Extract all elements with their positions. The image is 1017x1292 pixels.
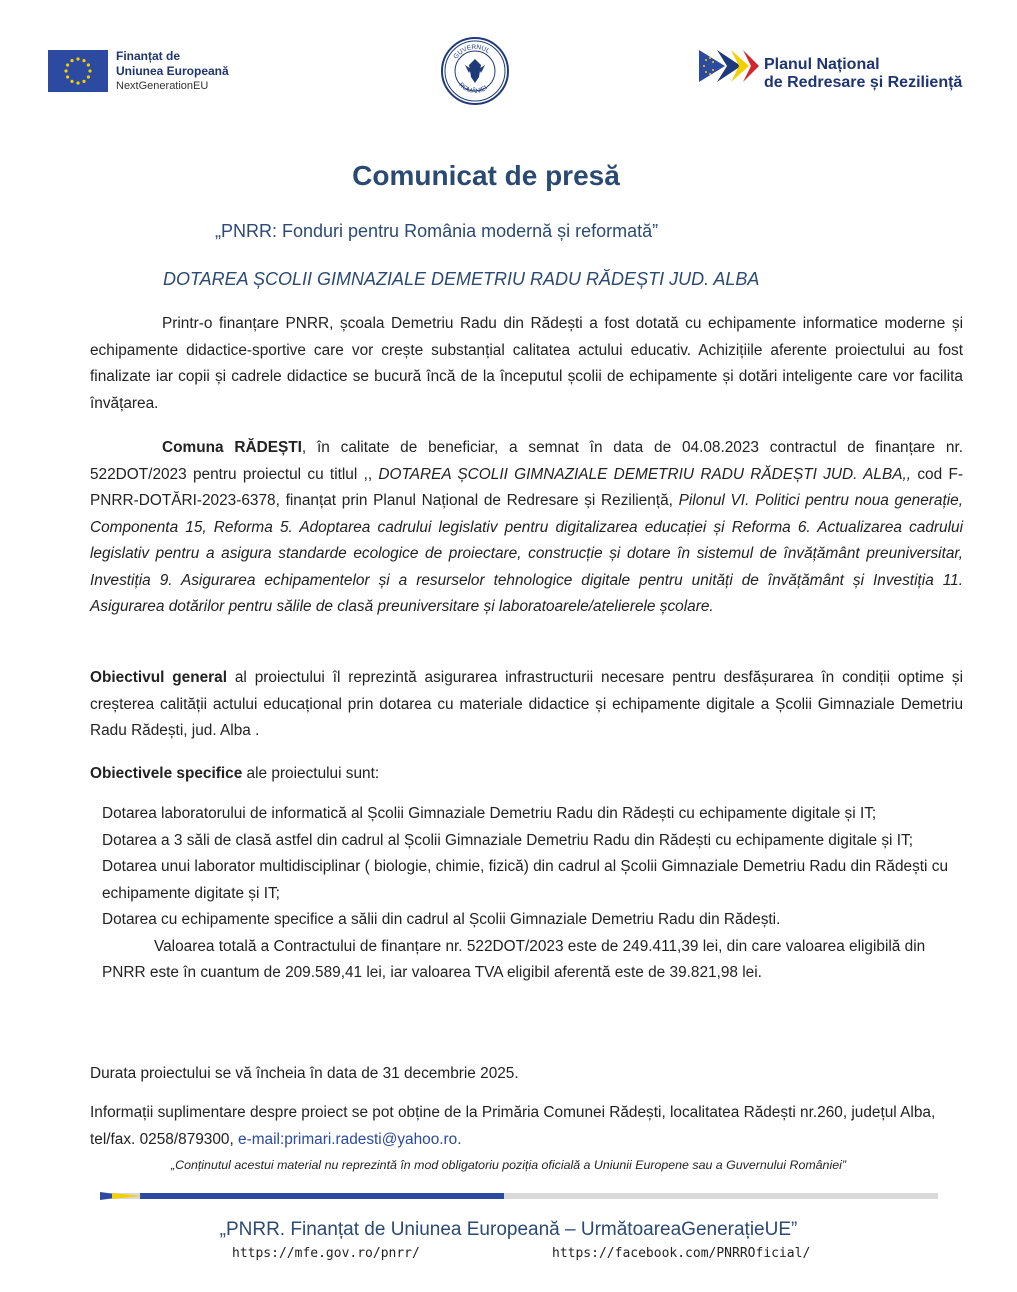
intro-paragraph: Printr-o finanțare PNRR, școala Demetriu Radu din Rădești a fost dotată cu echipamente informatice moderne și echipamente didactice-sportive care vor crește substanțial calitatea actului educativ. Achizițiile aferente proiectului au fost finalizate iar copii și cadrele didactice se bucură încă de la începutul școlii de echipamente și dotări inteligente care vor facilita învățarea.	[90, 315, 963, 412]
duration-paragraph: Durata proiectului se vă încheia în data de 31 decembrie 2025.	[90, 1065, 519, 1082]
disclaimer: „Conținutul acestui material nu reprezintă în mod obligatoriu poziția oficială a Uniunii Europene sau a Guvernului României”	[171, 1158, 846, 1172]
page-title: Comunicat de presă	[352, 160, 620, 191]
eu-line-3: NextGenerationEU	[116, 80, 209, 92]
info-text: Informații suplimentare despre proiect se pot obține de la Primăria Comunei Rădești, localitatea Rădești nr.260, județul Alba, tel/fax. 0258/879300,	[90, 1104, 936, 1148]
general-objective-paragraph	[90, 665, 963, 745]
specific-objectives-text: ale proiectului sunt:	[242, 765, 380, 782]
pnrr-logo-icon	[697, 48, 761, 84]
project-title: DOTAREA ȘCOLII GIMNAZIALE DEMETRIU RADU RĂDEȘTI JUD. ALBA	[163, 269, 760, 289]
contract-value: Valoarea totală a Contractului de finanțare nr. 522DOT/2023 este de 249.411,39 lei, din care valoarea eligibilă din PNRR este în cuantum de 209.589,41 lei, iar valoarea TVA eligibil aferentă este de 39.821,98 lei.	[102, 937, 926, 981]
eu-line-2: Uniunea Europeană	[116, 64, 229, 78]
contract-paragraph	[90, 435, 963, 621]
general-objective-label: Obiectivul general	[90, 669, 228, 686]
pnrr-line-2: de Redresare și Reziliență	[764, 74, 963, 91]
facebook-link[interactable]: https://facebook.com/PNRROficial/	[552, 1246, 811, 1261]
svg-text:ROMÂNIEI	[457, 81, 489, 95]
eu-line-1: Finanțat de	[116, 49, 181, 63]
beneficiary-name: Comuna RĂDEȘTI	[162, 439, 302, 456]
eu-funding-label	[116, 49, 229, 94]
contract-text-1: , în calitate de beneficiar, a semnat în data de 04.08.2023 contractul de finanțare nr. 522DOT/2023 pentru proiectul cu titlul ,,	[90, 439, 964, 483]
list-item: Dotarea cu echipamente specifice a sălii din cadrul al Școlii Gimnaziale Demetriu Radu din Rădești.	[102, 911, 781, 928]
footer-bar	[100, 1187, 938, 1195]
email-link[interactable]: e-mail:primari.radesti@yahoo.ro.	[238, 1130, 462, 1148]
list-item: Dotarea a 3 săli de clasă astfel din cadrul al Școlii Gimnaziale Demetriu Radu din Rădești cu echipamente digitale și IT;	[102, 831, 913, 849]
footer-slogan: „PNRR. Finanțat de Uniunea Europeană – UrmătoareaGenerațieUE”	[219, 1219, 798, 1240]
specific-objectives-label: Obiectivele specifice	[90, 765, 243, 782]
list-item: Dotarea unui laborator multidisciplinar ( biologie, chimie, fizică) din cadrul al Școlii Gimnaziale Demetriu Radu din Rădești cu echipamente digitate și IT;	[102, 858, 949, 902]
contract-pillar-text: Pilonul VI. Politici pentru noua generație, Componenta 15, Reforma 5. Adoptarea cadrului legislativ pentru digitalizarea educației și Reforma 6. Actualizarea cadrului legislativ pentru a asigura standarde ecologice de proiectare, construcție și dotare în sistemul de învățământ preuniversitar, Investiția 9. Asigurarea echipamentelor și a resurselor tehnologice digitale pentru unități de învățământ și Investiția 11. Asigurarea dotărilor pentru sălile de clasă preuniversitare și laboratoarele/atelierele școlare.	[90, 492, 963, 615]
contract-project-title: DOTAREA ȘCOLII GIMNAZIALE DEMETRIU RADU RĂDEȘTI JUD. ALBA,,	[372, 465, 912, 483]
list-item: Dotarea laboratorului de informatică al Școlii Gimnaziale Demetriu Radu din Rădești cu echipamente digitale și IT;	[102, 805, 877, 822]
seal-bottom-text: ROMÂNIEI	[457, 81, 489, 96]
eu-flag-icon	[48, 50, 108, 92]
mfe-link[interactable]: https://mfe.gov.ro/pnrr/	[232, 1246, 420, 1261]
contract-text-2: cod F-PNRR-DOTĂRI-2023-6378, finanțat prin Planul Național de Redresare și Reziliență,	[90, 465, 963, 509]
specific-objectives-heading	[90, 761, 963, 788]
objectives-list	[102, 801, 963, 987]
pnrr-logo-label	[764, 56, 962, 92]
government-seal-icon	[441, 37, 509, 105]
seal-top-text: GUVERNUL	[452, 43, 491, 61]
slogan: „PNRR: Fonduri pentru România modernă și reformată”	[215, 221, 659, 241]
info-paragraph	[90, 1100, 963, 1153]
pnrr-line-1: Planul Național	[764, 56, 880, 73]
general-objective-text: al proiectului îl reprezintă asigurarea infrastructurii necesare pentru desfășurarea în condiții optime și creșterea calității actului educațional prin dotarea cu materiale didactice și echipamente digitale a Școlii Gimnaziale Demetriu Radu Rădești, jud. Alba .	[90, 669, 963, 739]
